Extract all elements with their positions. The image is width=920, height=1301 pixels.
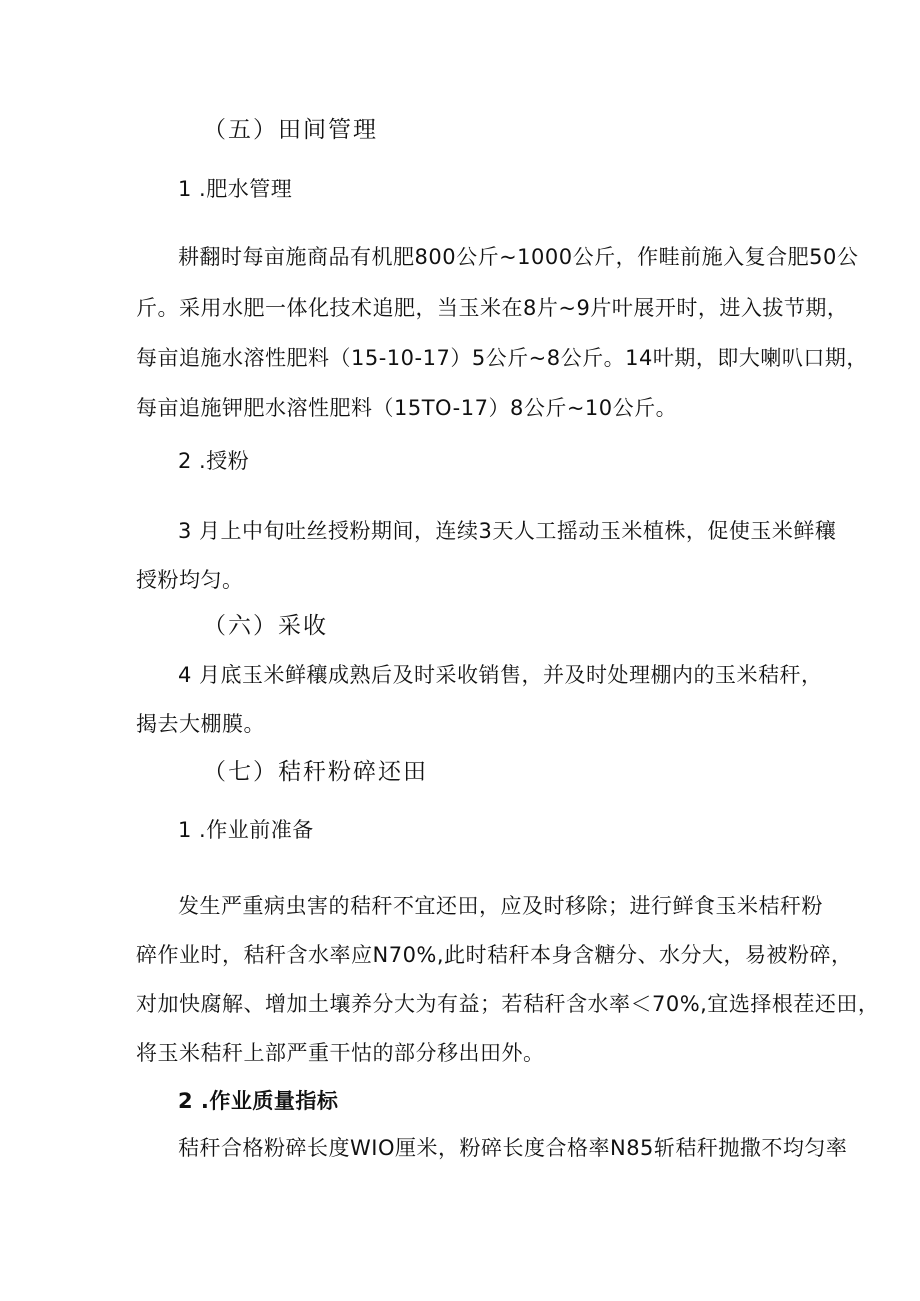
section-heading-straw-return: （七）秸秆粉碎还田 [203, 759, 428, 785]
section-heading-harvest: （六）采收 [203, 613, 328, 639]
paragraph-line: 对加快腐解、增加土壤养分大为有益；若秸秆含水率＜70%,宜选择根茬还田， [136, 992, 880, 1016]
paragraph-line: 将玉米秸秆上部严重干怙的部分移出田外。 [136, 1041, 545, 1065]
paragraph-line: 3 月上中旬吐丝授粉期间，连续3天人工摇动玉米植株，促使玉米鲜穰 [178, 519, 837, 543]
subsection-title-quality-indicators: 2 .作业质量指标 [178, 1089, 339, 1113]
paragraph-line: 秸秆合格粉碎长度WIO厘米，粉碎长度合格率N85斩秸秆抛撒不均匀率 [178, 1136, 848, 1160]
subsection-title-pollination: 2 .授粉 [178, 449, 250, 473]
section-heading-field-management: （五）田间管理 [203, 117, 378, 143]
paragraph-line: 每亩追施钾肥水溶性肥料（15TO-17）8公斤~10公斤。 [136, 396, 678, 420]
paragraph-line: 授粉均匀。 [136, 568, 244, 592]
subsection-title-fertilizer-water: 1 .肥水管理 [178, 177, 293, 201]
subsection-title-preparation: 1 .作业前准备 [178, 818, 314, 842]
paragraph-line: 4 月底玉米鲜穰成熟后及时采收销售，并及时处理棚内的玉米秸秆， [178, 663, 823, 687]
paragraph-line: 耕翻时每亩施商品有机肥800公斤~1000公斤，作畦前施入复合肥50公 [178, 245, 859, 269]
paragraph-line: 发生严重病虫害的秸秆不宜还田，应及时移除；进行鲜食玉米桔秆粉 [178, 894, 823, 918]
paragraph-line: 碎作业时，秸秆含水率应N70%,此时秸秆本身含糖分、水分大，易被粉碎， [136, 943, 853, 967]
paragraph-line: 每亩追施水溶性肥料（15-10-17）5公斤~8公斤。14叶期，即大喇叭口期， [136, 346, 868, 370]
paragraph-line: 斤。采用水肥一体化技术追肥，当玉米在8片~9片叶展开时，进入拔节期， [136, 296, 849, 320]
paragraph-line: 揭去大棚膜。 [136, 712, 265, 736]
